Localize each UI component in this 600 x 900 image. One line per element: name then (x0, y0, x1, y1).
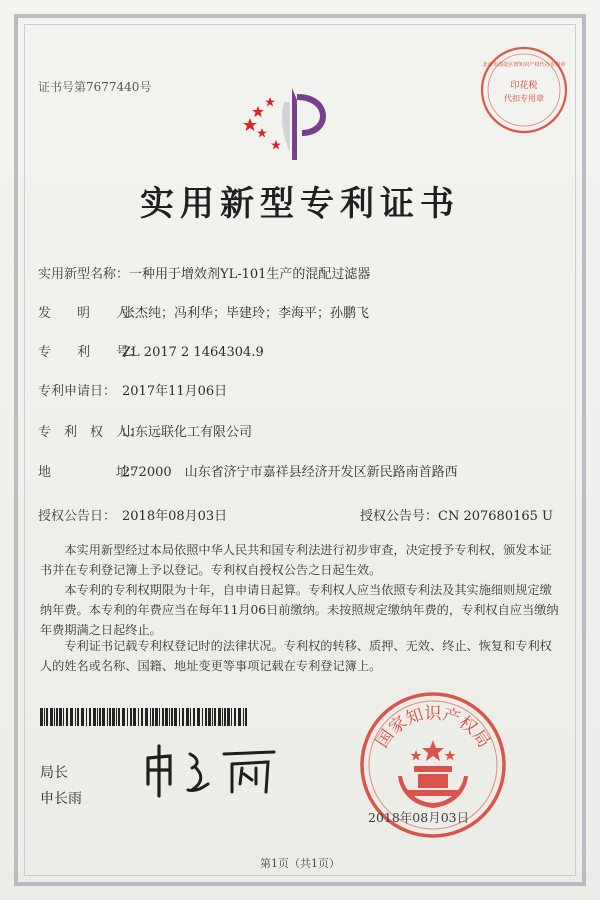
field-label: 发 明 人： (38, 306, 143, 321)
signatory-title: 局长 (40, 765, 68, 781)
barcode-bar (238, 708, 241, 726)
barcode-bar (56, 708, 58, 726)
signatory-name: 申长雨 (40, 791, 82, 807)
field-value: 272000 山东省济宁市嘉祥县经济开发区新民路南首路西 (122, 465, 458, 480)
barcode-bar (179, 708, 180, 726)
barcode-bar (112, 708, 115, 726)
barcode-bar (224, 708, 226, 726)
barcode-bar (227, 708, 230, 726)
barcode-bar (190, 708, 191, 726)
barcode-bar (245, 708, 247, 726)
barcode-bar (212, 708, 213, 726)
patent-office-logo (240, 82, 340, 164)
barcode (40, 708, 250, 726)
field-label: 地 址： (38, 465, 143, 480)
svg-text:代扣专用章: 代扣专用章 (504, 94, 544, 103)
barcode-bar (222, 708, 223, 726)
barcode-bar (197, 708, 200, 726)
barcode-bar (44, 708, 45, 726)
barcode-bar (231, 708, 232, 726)
barcode-bar (75, 708, 76, 726)
field-publication-number (360, 505, 553, 524)
certificate-number: 证书号第7677440号 (38, 80, 152, 94)
svg-text:北京市海淀区增知识产权代办专用章: 北京市海淀区增知识产权代办专用章 (482, 62, 566, 68)
barcode-bar (122, 708, 125, 726)
field-inventors (38, 302, 369, 321)
barcode-bar (127, 708, 128, 726)
barcode-bar (202, 708, 203, 726)
tax-seal-stamp (478, 44, 570, 136)
barcode-bar (234, 708, 236, 726)
barcode-bar (77, 708, 79, 726)
barcode-bar (205, 708, 207, 726)
field-value: 山东远联化工有限公司 (122, 425, 253, 440)
barcode-bar (133, 708, 136, 726)
field-utility-model-name (38, 263, 370, 282)
barcode-bar (102, 708, 105, 726)
field-value: 张杰纯；冯利华；毕建玲；李海平；孙鹏飞 (122, 306, 370, 321)
barcode-bar (93, 708, 96, 726)
barcode-bar (54, 708, 55, 726)
field-value: 2017年11月06日 (122, 384, 228, 399)
barcode-bar (165, 708, 168, 726)
field-address (38, 461, 458, 480)
barcode-bar (171, 708, 173, 726)
barcode-bar (169, 708, 170, 726)
barcode-bar (150, 708, 151, 726)
barcode-bar (109, 708, 111, 726)
barcode-bar (152, 708, 154, 726)
barcode-bar (193, 708, 195, 726)
paragraph-legal-status: 专利证书记载专利权登记时的法律状况。专利权的转移、质押、无效、终止、恢复和专利权人的姓名或名称、国籍、地址变更等事项记载在专利登记簿上。 (40, 639, 552, 673)
seal-date: 2018年08月03日 (368, 810, 470, 825)
barcode-bar (116, 708, 117, 726)
barcode-bar (155, 708, 158, 726)
barcode-bar (214, 708, 216, 726)
svg-text:印花税: 印花税 (510, 81, 538, 91)
field-label: 实用新型名称： (38, 267, 130, 282)
barcode-bar (243, 708, 244, 726)
barcode-bar (63, 708, 64, 726)
field-patent-number (38, 341, 264, 360)
barcode-bar (50, 708, 53, 726)
barcode-bar (46, 708, 48, 726)
barcode-bar (81, 708, 84, 726)
barcode-bar (40, 708, 43, 726)
field-value: ZL 2017 2 1464304.9 (122, 345, 264, 360)
barcode-bar (118, 708, 120, 726)
field-label: 专 利 号： (38, 345, 143, 360)
barcode-bar (208, 708, 211, 726)
field-label: 授权公告日： (38, 509, 117, 524)
field-patentee (38, 421, 252, 440)
field-value: 2018年08月03日 (122, 509, 228, 524)
barcode-bar (174, 708, 177, 726)
field-label: 专利申请日： (38, 384, 117, 399)
field-label: 专 利 权 人： (38, 425, 143, 440)
barcode-bar (186, 708, 189, 726)
field-publication-date (38, 505, 227, 524)
svg-text:国家知识产权局: 国家知识产权局 (372, 704, 494, 752)
paragraph-grant: 本实用新型经过本局依照中华人民共和国专利法进行初步审查，决定授予专利权，颁发本证书并在专利登记簿上予以登记。专利权自授权公告之日起生效。 (40, 543, 552, 577)
barcode-bar (66, 708, 68, 726)
barcode-bar (99, 708, 101, 726)
barcode-bar (70, 708, 73, 726)
barcode-bar (130, 708, 132, 726)
handwritten-signature (140, 740, 280, 804)
barcode-bar (86, 708, 87, 726)
field-value: CN 207680165 U (438, 509, 553, 524)
barcode-bar (182, 708, 184, 726)
barcode-bar (89, 708, 91, 726)
certificate-title: 实用新型专利证书 (140, 184, 460, 224)
field-label: 授权公告号： (360, 509, 439, 524)
page-number: 第1页（共1页） (260, 857, 340, 870)
paragraph-term: 本专利的专利权期限为十年，自申请日起算。专利权人应当依照专利法及其实施细则规定缴纳年费。本专利的年费应当在每年11月06日前缴纳。未按照规定缴纳年费的，专利权自应当缴纳年费期满之日起终止。 (40, 583, 559, 637)
field-application-date (38, 380, 227, 399)
barcode-bar (107, 708, 108, 726)
barcode-bar (141, 708, 143, 726)
barcode-bar (159, 708, 160, 726)
barcode-bar (59, 708, 62, 726)
barcode-bar (138, 708, 139, 726)
barcode-bar (145, 708, 148, 726)
barcode-bar (97, 708, 98, 726)
barcode-bar (218, 708, 221, 726)
barcode-bar (162, 708, 164, 726)
field-value: 一种用于增效剂YL-101生产的混配过滤器 (129, 267, 371, 282)
